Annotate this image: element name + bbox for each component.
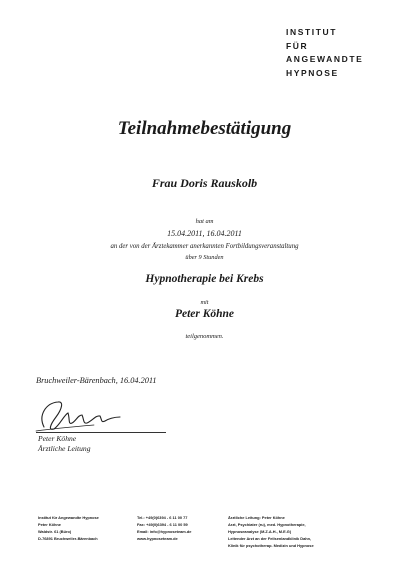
institute-line: FÜR: [286, 40, 309, 51]
took-part-text: teilgenommen.: [185, 333, 224, 340]
footer-line: Peter Köhne: [38, 522, 61, 527]
event-description: an der von der Ärztekammer anerkannten Fortbildungsveranstaltung: [110, 243, 299, 250]
footer-address: [38, 514, 99, 542]
event-dates: 15.04.2011, 16.04.2011: [167, 229, 242, 238]
handwritten-signature: [30, 393, 140, 437]
signer-name: Peter Köhne: [38, 434, 77, 443]
participant-name: Frau Doris Rauskolb: [151, 176, 258, 190]
footer-line: Email: info@hypnoseteam.de: [137, 529, 192, 534]
footer-line: Institut für Angewandte Hypnose: [38, 515, 99, 520]
footer-medical-lead: [228, 514, 314, 549]
certificate-title: Teilnahmebestätigung: [117, 118, 292, 139]
course-title: Hypnotherapie bei Krebs: [145, 273, 264, 285]
footer-line: Arzt, Psychiater (ru), med. Hypnotherapie,: [228, 522, 306, 527]
footer-line: Leitender Arzt an der Feilsenlandklinik Dahn,: [228, 536, 312, 541]
institute-header: [286, 26, 363, 80]
footer-line: Hypnoseanalyse (M.Z.A.H., M.E.G): [228, 529, 292, 534]
hat-am-text: hat am: [195, 218, 214, 225]
footer-line: Waldstr. 61 (Büro): [38, 529, 72, 534]
footer-line: Fax: +49(0)6394 - 6 11 00 59: [137, 522, 188, 527]
footer-line: Ärztliche Leitung: Peter Köhne: [228, 515, 285, 520]
footer-line: Tel.: +49(0)6394 - 6 11 00 77: [137, 515, 188, 520]
footer-contact: [137, 514, 191, 542]
signature-line: [36, 432, 166, 433]
footer-line: D-76891 Bruchweiler-Bärenbach: [38, 536, 98, 541]
mit-text: mit: [200, 299, 209, 306]
institute-line: INSTITUT: [286, 27, 338, 37]
institute-line: HYPNOSE: [286, 67, 339, 78]
event-duration: über 9 Stunden: [185, 254, 224, 261]
footer-line: Klinik für psychotherap. Medizin und Hypnose: [228, 543, 314, 548]
trainer-name: Peter Köhne: [174, 308, 235, 320]
place-date: Bruchweiler-Bärenbach, 16.04.2011: [36, 376, 157, 385]
footer-line: www.hypnoseteam.de: [137, 536, 178, 541]
signer-role: Ärztliche Leitung: [38, 444, 91, 453]
institute-line: ANGEWANDTE: [286, 54, 364, 64]
